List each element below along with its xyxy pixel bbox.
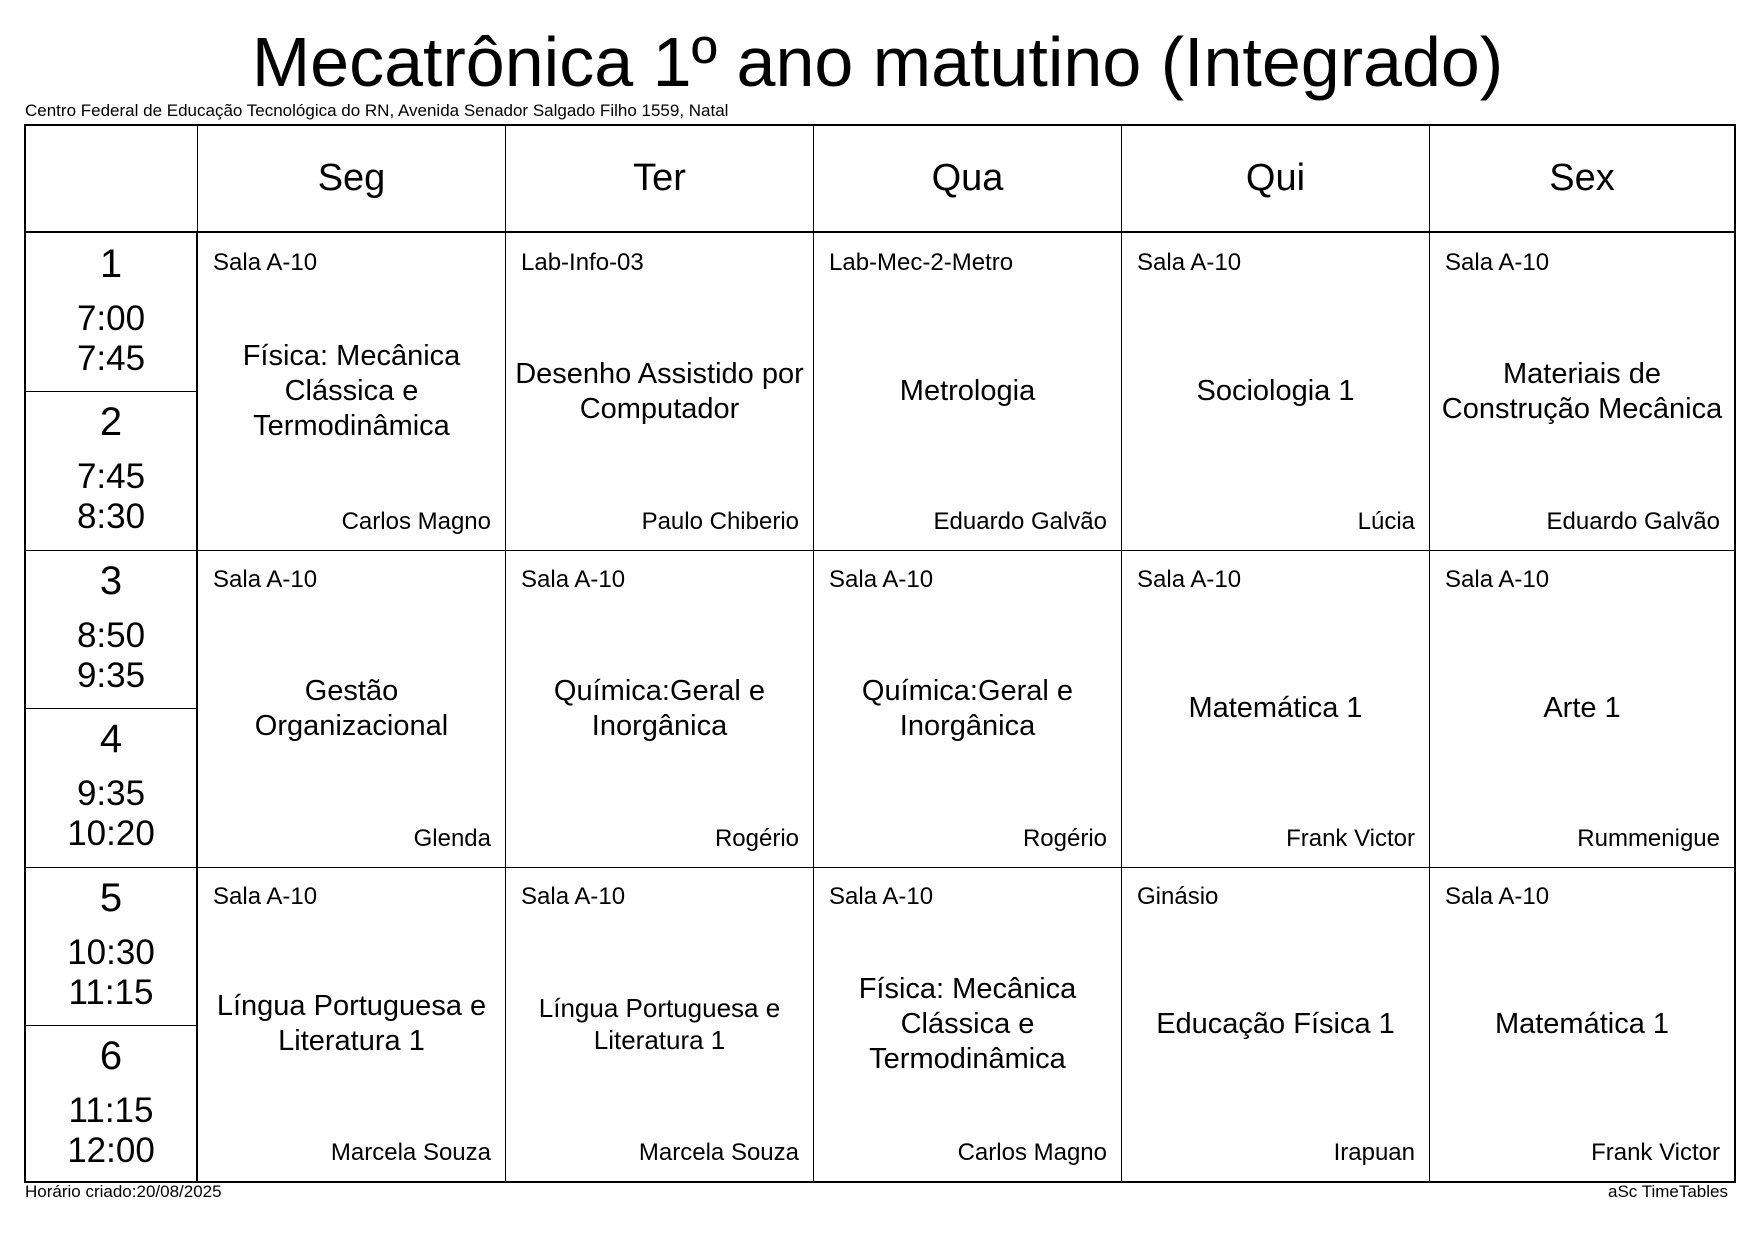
lesson-cell (505, 550, 813, 867)
lesson-cell (505, 233, 813, 550)
lesson-cell (197, 233, 505, 550)
room-label: Sala A-10 (829, 566, 934, 593)
period-number: 1 (99, 242, 123, 286)
subject-label: Materiais de Construção Mecânica (1441, 357, 1723, 425)
period-start-time: 7:45 (76, 457, 146, 496)
room-label: Lab-Info-03 (521, 249, 644, 276)
period-start-time: 7:00 (76, 299, 146, 338)
period-5 (26, 867, 197, 1025)
room-label: Sala A-10 (1445, 883, 1550, 910)
subject-label: Língua Portuguesa e Literatura 1 (216, 990, 487, 1057)
lesson-cell (1121, 867, 1429, 1181)
day-header-seg: Seg (197, 126, 505, 231)
teacher-label: Eduardo Galvão (1546, 508, 1720, 535)
day-header-qui: Qui (1121, 126, 1429, 231)
period-divider (26, 708, 197, 709)
day-header-qua: Qua (813, 126, 1121, 231)
room-label: Lab-Mec-2-Metro (829, 249, 1014, 276)
school-address: Centro Federal de Educação Tecnológica do RN, Avenida Senador Salgado Filho 1559, Natal (25, 101, 729, 120)
subject-label: Matemática 1 (1494, 1007, 1670, 1040)
subject-label: Desenho Assistido por Computador (515, 357, 804, 425)
period-end-time: 12:00 (67, 1131, 155, 1170)
day-header-sex: Sex (1429, 126, 1734, 231)
lesson-cell (813, 233, 1121, 550)
period-start-time: 9:35 (76, 774, 146, 813)
room-label: Sala A-10 (1445, 249, 1550, 276)
room-label: Sala A-10 (521, 883, 626, 910)
created-date: Horário criado:20/08/2025 (25, 1182, 222, 1201)
room-label: Sala A-10 (213, 883, 318, 910)
lesson-cell (197, 550, 505, 867)
teacher-label: Marcela Souza (330, 1139, 491, 1166)
period-start-time: 8:50 (76, 616, 146, 655)
period-number: 4 (99, 717, 123, 761)
software-credit: aSc TimeTables (1608, 1182, 1728, 1201)
subject-label: Matemática 1 (1188, 692, 1363, 724)
day-header-ter: Ter (505, 126, 813, 231)
teacher-label: Rogério (714, 825, 799, 852)
subject-label: Química:Geral e Inorgânica (553, 674, 766, 742)
room-label: Sala A-10 (1445, 566, 1550, 593)
period-number: 3 (99, 559, 123, 603)
teacher-label: Paulo Chiberio (641, 508, 799, 535)
teacher-label: Glenda (413, 825, 491, 852)
subject-label: Arte 1 (1543, 692, 1621, 724)
room-label: Sala A-10 (521, 566, 626, 593)
timetable-grid (24, 124, 1736, 1183)
lesson-cell (1429, 550, 1734, 867)
subject-label: Educação Física 1 (1156, 1007, 1395, 1040)
period-number: 2 (99, 400, 123, 444)
period-end-time: 7:45 (76, 339, 146, 378)
teacher-label: Rummenigue (1577, 825, 1720, 852)
room-label: Sala A-10 (1137, 566, 1242, 593)
teacher-label: Carlos Magno (341, 508, 491, 535)
lesson-cell (1429, 233, 1734, 550)
subject-label: Química:Geral e Inorgânica (861, 674, 1074, 742)
period-6 (26, 1025, 197, 1181)
page-title: Mecatrônica 1º ano matutino (Integrado) (251, 23, 1504, 101)
period-2 (26, 391, 197, 550)
teacher-label: Frank Victor (1286, 825, 1415, 852)
teacher-label: Irapuan (1333, 1139, 1415, 1166)
period-end-time: 11:15 (68, 973, 154, 1012)
period-4 (26, 708, 197, 867)
day-header-row (26, 126, 1734, 233)
period-start-time: 11:15 (68, 1091, 154, 1130)
period-1 (26, 233, 197, 391)
subject-label: Língua Portuguesa e Literatura 1 (538, 993, 781, 1055)
period-divider (26, 391, 197, 392)
lesson-cell (505, 867, 813, 1181)
period-end-time: 8:30 (76, 497, 146, 536)
room-label: Sala A-10 (213, 249, 318, 276)
period-number: 6 (99, 1034, 123, 1078)
subject-label: Gestão Organizacional (254, 674, 449, 742)
period-start-time: 10:30 (67, 933, 155, 972)
teacher-label: Carlos Magno (957, 1139, 1107, 1166)
lesson-cell (813, 867, 1121, 1181)
lesson-cell (1121, 233, 1429, 550)
lesson-cell (1429, 867, 1734, 1181)
period-end-time: 9:35 (76, 656, 146, 695)
period-end-time: 10:20 (67, 814, 155, 853)
lesson-cell (813, 550, 1121, 867)
lesson-cell (197, 867, 505, 1181)
period-number: 5 (99, 876, 123, 920)
room-label: Sala A-10 (1137, 249, 1242, 276)
subject-label: Física: Mecânica Clássica e Termodinâmica (858, 972, 1077, 1075)
teacher-label: Marcela Souza (638, 1139, 799, 1166)
subject-label: Física: Mecânica Clássica e Termodinâmica (242, 340, 461, 442)
period-divider (26, 1025, 197, 1026)
subject-label: Sociologia 1 (1196, 375, 1355, 407)
subject-label: Metrologia (899, 375, 1036, 407)
teacher-label: Lúcia (1357, 508, 1415, 535)
period-3 (26, 550, 197, 708)
teacher-label: Eduardo Galvão (933, 508, 1107, 535)
teacher-label: Frank Victor (1591, 1139, 1720, 1166)
teacher-label: Rogério (1022, 825, 1107, 852)
room-label: Sala A-10 (829, 883, 934, 910)
lesson-cell (1121, 550, 1429, 867)
room-label: Ginásio (1137, 883, 1219, 910)
room-label: Sala A-10 (213, 566, 318, 593)
